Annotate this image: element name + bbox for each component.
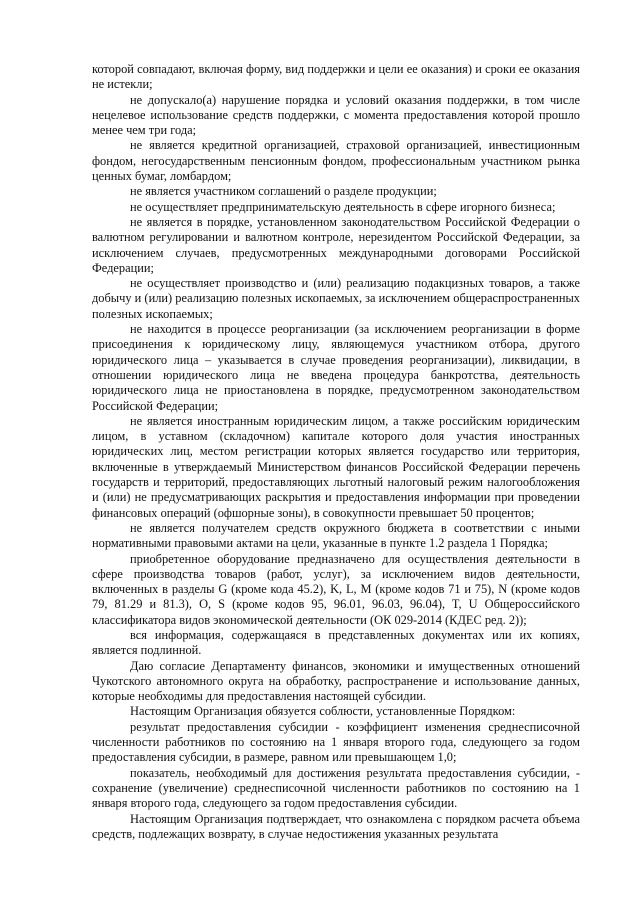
paragraph-not-nonresident: не является в порядке, установленном законодательством Российской Федерации о валютном регулировании и валютном контроле, нерезидентом Российской Федерации, за исключением случаев, предусмотренных международными договорами Российской Федерации; bbox=[92, 214, 580, 275]
paragraph-not-psa-participant: не является участником соглашений о разделе продукции; bbox=[130, 184, 437, 199]
paragraph-result: результат предоставления субсидии - коэффициент изменения среднесписочной численности работников по состоянию на 1 января второго года, следующего за годом предоставления субсидии, в размере, равном или превышающем 1,0; bbox=[92, 719, 580, 765]
paragraph-no-violations: не допускало(а) нарушение порядка и условий оказания поддержки, в том числе нецелевое использование средств поддержки, с момента предоставления которой прошло менее чем три года; bbox=[92, 92, 580, 138]
paragraph-confirmation: Настоящим Организация подтверждает, что ознакомлена с порядком расчета объема средств, подлежащих возврату, в случае недостижения указанных результата bbox=[92, 811, 580, 841]
paragraph-info-genuine: вся информация, содержащаяся в представленных документах или их копиях, является подлинной. bbox=[92, 627, 580, 658]
paragraph-not-credit-org: не является кредитной организацией, страховой организацией, инвестиционным фондом, негосударственным пенсионным фондом, профессиональным участником рынка ценных бумаг, ломбардом; bbox=[92, 138, 580, 184]
paragraph-indicator: показатель, необходимый для достижения результата предоставления субсидии, - сохранение (увеличение) среднесписочной численности работников по состоянию на 1 января второго года, следующего за годом предоставления субсидии. bbox=[92, 765, 580, 811]
paragraph-continuation: которой совпадают, включая форму, вид поддержки и цели ее оказания) и сроки ее оказания не истекли; bbox=[92, 62, 580, 92]
document-page bbox=[92, 62, 580, 842]
paragraph-not-foreign: не является иностранным юридическим лицом, а также российским юридическим лицом, в уставном (складочном) капитале которого доля участия иностранных юридических лиц, местом регистрации которых является государство или территория, включенные в утверждаемый Министерством финансов Российской Федерации перечень государств и территорий, предоставляющих льготный налоговый режим налогообложения и (или) не предусматривающих раскрытия и предоставления информации при проведении финансовых операций (офшорные зоны), в совокупности превышает 50 процентов; bbox=[92, 413, 580, 520]
paragraph-equipment-purpose: приобретенное оборудование предназначено для осуществления деятельности в сфере производства товаров (работ, услуг), за исключением видов деятельности, включенных в разделы G (кроме кода 45.2), K, L, M (кроме кодов 71 и 75), N (кроме кодов 79, 81.29 и 81.3), O, S (кроме кодов 95, 96.01, 96.03, 96.04), T, U Общероссийского классификатора видов экономической деятельности (ОК 029-2014 (КДЕС ред. 2)); bbox=[92, 551, 580, 627]
paragraph-not-reorganizing: не находится в процессе реорганизации (за исключением реорганизации в форме присоединения к юридическому лицу, являющемуся участником отбора, другого юридического лица – указывается в случае проведения реорганизации), ликвидации, в отношении юридического лица не введена процедура банкротства, деятельность юридического лица не приостановлена в порядке, предусмотренном законодательством Российской Федерации; bbox=[92, 322, 580, 413]
paragraph-no-excise-goods: не осуществляет производство и (или) реализацию подакцизных товаров, а также добычу и (или) реализацию полезных ископаемых, за исключением общераспространенных полезных ископаемых; bbox=[92, 276, 580, 321]
paragraph-consent: Даю согласие Департаменту финансов, экономики и имущественных отношений Чукотского автономного округа на обработку, распространение и использование данных, которые необходимы для предоставления настоящей субсидии. bbox=[92, 658, 580, 704]
paragraph-not-budget-recipient: не является получателем средств окружного бюджета в соответствии с иными нормативными правовыми актами на цели, указанные в пункте 1.2 раздела 1 Порядка; bbox=[92, 520, 580, 551]
paragraph-obligation-intro: Настоящим Организация обязуется соблюсти, установленные Порядком: bbox=[130, 704, 516, 719]
paragraph-no-gambling: не осуществляет предпринимательскую деятельность в сфере игорного бизнеса; bbox=[130, 199, 556, 214]
